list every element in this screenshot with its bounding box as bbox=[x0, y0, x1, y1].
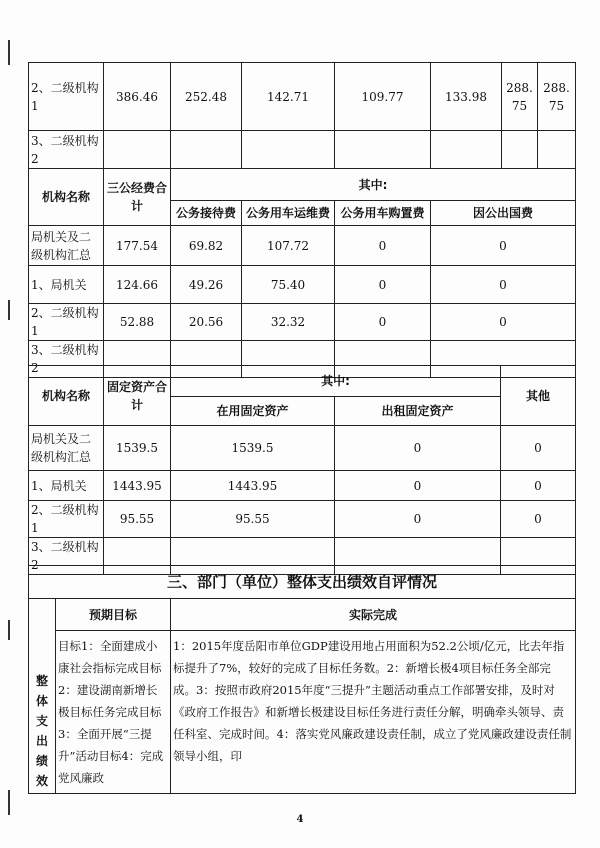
header-vehicle-purchase: 公务用车购置费 bbox=[335, 201, 431, 226]
header-leased: 出租固定资产 bbox=[335, 397, 501, 426]
actual-completion-text: 1：2015年度岳阳市单位GDP建设用地占用面积为52.2公顷/亿元，比去年指标提升了7%，较好的完成了目标任务数。2：新增长极4项目标任务全部完成。3：按照市政府2015年度“三提升”主题活动重点工作部署安排，及时对《政府工作报告》和新增长极建设目标任务进行责任分解，明确牵头领导、责任科室、完成时间。4：落实党风廉政建设责任制，成立了党风廉政建设责任制领导小组，印 bbox=[171, 631, 576, 794]
header-of-which: 其中: bbox=[171, 366, 501, 397]
header-actual-completion: 实际完成 bbox=[171, 599, 576, 631]
side-label: 整体支出绩效 bbox=[29, 599, 56, 794]
org-name: 3、二级机构 2 bbox=[29, 538, 104, 575]
cell: 49.26 bbox=[171, 266, 242, 304]
cell: 0 bbox=[335, 471, 501, 501]
cell: 0 bbox=[335, 226, 431, 266]
cell: 0 bbox=[335, 266, 431, 304]
section-title: 三、部门（单位）整体支出绩效自评情况 bbox=[29, 566, 576, 599]
scan-edge-mark bbox=[8, 790, 10, 815]
table-row bbox=[29, 266, 576, 304]
cell: 95.55 bbox=[171, 501, 335, 538]
cell: 0 bbox=[501, 501, 576, 538]
three-public-expenses-table bbox=[28, 168, 576, 378]
cell: 142.71 bbox=[242, 63, 335, 131]
performance-table bbox=[28, 565, 576, 794]
cell: 75.40 bbox=[242, 266, 335, 304]
table-row bbox=[29, 304, 576, 341]
cell: 0 bbox=[335, 501, 501, 538]
scan-edge-mark bbox=[8, 620, 10, 640]
header-total: 三公经费合计 bbox=[104, 169, 171, 226]
table-row bbox=[29, 471, 576, 501]
cell: 288.75 bbox=[502, 63, 538, 131]
table-row bbox=[29, 501, 576, 538]
cell: 20.56 bbox=[171, 304, 242, 341]
cell: 1443.95 bbox=[104, 471, 171, 501]
cell: 133.98 bbox=[431, 63, 502, 131]
org-name: 3、二级机构 2 bbox=[29, 341, 104, 378]
cell: 0 bbox=[431, 304, 576, 341]
cell: 0 bbox=[335, 426, 501, 471]
cell: 252.48 bbox=[171, 63, 242, 131]
org-name: 2、二级机构 1 bbox=[29, 501, 104, 538]
header-org-name: 机构名称 bbox=[29, 366, 104, 426]
table-row bbox=[29, 63, 576, 131]
table-row bbox=[29, 426, 576, 471]
cell: 109.77 bbox=[335, 63, 431, 131]
scan-edge-mark bbox=[8, 300, 10, 320]
budget-table-continued bbox=[28, 62, 576, 169]
cell: 52.88 bbox=[104, 304, 171, 341]
header-total: 固定资产合计 bbox=[104, 366, 171, 426]
cell: 1443.95 bbox=[171, 471, 335, 501]
header-of-which: 其中: bbox=[171, 169, 576, 201]
org-name: 1、局机关 bbox=[29, 471, 104, 501]
header-reception: 公务接待费 bbox=[171, 201, 242, 226]
table-row bbox=[29, 226, 576, 266]
fixed-assets-table bbox=[28, 365, 576, 575]
scan-edge-mark bbox=[8, 40, 10, 65]
header-overseas: 因公出国费 bbox=[431, 201, 576, 226]
header-vehicle-operation: 公务用车运维费 bbox=[242, 201, 335, 226]
cell: 95.55 bbox=[104, 501, 171, 538]
header-in-use: 在用固定资产 bbox=[171, 397, 335, 426]
org-name: 3、二级机构 2 bbox=[29, 131, 104, 169]
cell: 0 bbox=[431, 226, 576, 266]
cell: 1539.5 bbox=[171, 426, 335, 471]
cell: 386.46 bbox=[104, 63, 171, 131]
org-name: 1、局机关 bbox=[29, 266, 104, 304]
org-name: 局机关及二级机构汇总 bbox=[29, 426, 104, 471]
cell: 177.54 bbox=[104, 226, 171, 266]
cell: 0 bbox=[501, 426, 576, 471]
cell: 69.82 bbox=[171, 226, 242, 266]
page-number: 4 bbox=[296, 814, 304, 825]
cell: 0 bbox=[431, 266, 576, 304]
header-expected-goals: 预期目标 bbox=[56, 599, 171, 631]
header-other: 其他 bbox=[501, 366, 576, 426]
header-org-name: 机构名称 bbox=[29, 169, 104, 226]
org-name: 2、二级机构 1 bbox=[29, 63, 104, 131]
cell: 1539.5 bbox=[104, 426, 171, 471]
expected-goals-text: 目标1：全面建成小康社会指标完成目标2：建设湖南新增长极目标任务完成目标3：全面开展“三提升”活动目标4：完成党风廉政 bbox=[56, 631, 171, 794]
table-row bbox=[29, 131, 576, 169]
cell: 0 bbox=[335, 304, 431, 341]
cell: 0 bbox=[501, 471, 576, 501]
cell: 107.72 bbox=[242, 226, 335, 266]
cell: 32.32 bbox=[242, 304, 335, 341]
org-name: 局机关及二级机构汇总 bbox=[29, 226, 104, 266]
cell: 288.75 bbox=[538, 63, 576, 131]
org-name: 2、二级机构 1 bbox=[29, 304, 104, 341]
cell: 124.66 bbox=[104, 266, 171, 304]
